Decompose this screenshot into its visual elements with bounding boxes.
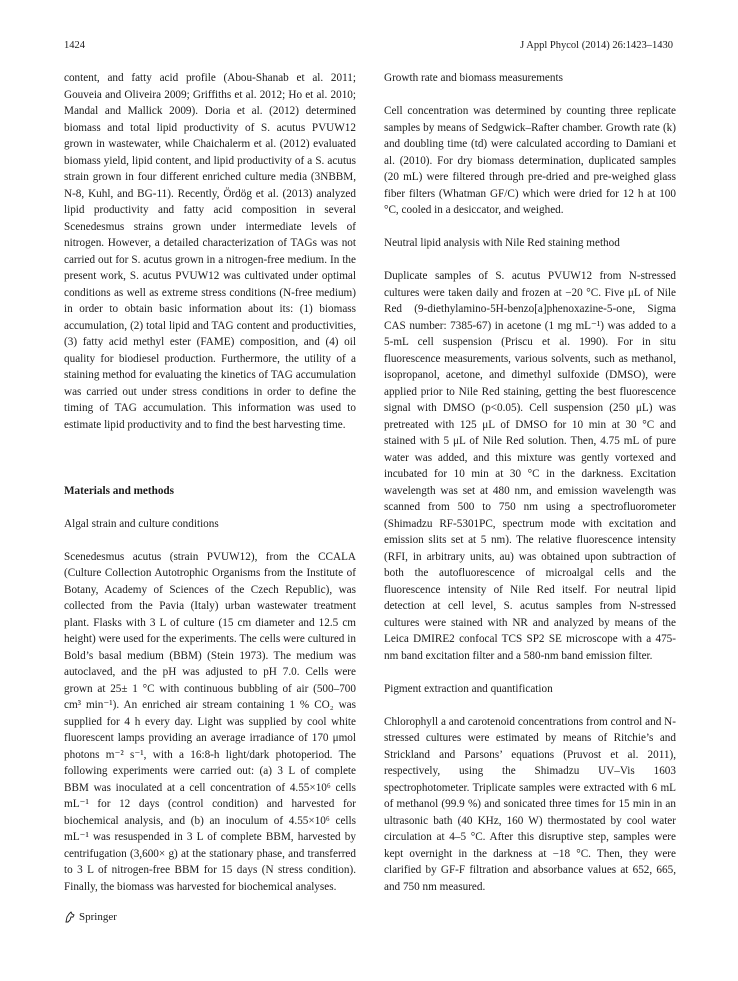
publisher-name: Springer [79,911,117,923]
left-column [64,70,356,895]
intro-paragraph: content, and fatty acid profile (Abou-Shanab et al. 2011; Gouveia and Oliveira 2009; Griffiths et al. 2012; Ho et al. 2010; Mandal and Mallick 2009). Doria et al. (2012) determined biomass and total lipid productivity of S. acutus PVUW12 grown in wastewater, while Chaichalerm et al. (2012) evaluated biomass yield, lipid content, and lipid productivity of a S. acutus strain grown in four different enriched culture media (3NBBM, N-8, Kuhl, and BG-11). Recently, Ördög et al. (2013) analyzed lipid productivity and fatty acid composition in several Scenedesmus strains grown under intermediate levels of nitrogen. However, a detailed characterization of TAGs was not carried out for S. acutus grown in a nitrogen-free medium. In the present work, S. acutus PVUW12 was cultivated under optimal conditions as well as extreme stress conditions (N-free medium) in order to obtain basic information about its: (1) biomass accumulation, (2) total lipid and TAG content and productivities, (3) fatty acid methyl ester (FAME) composition, and (4) oil quality for biodiesel production. Furthermore, the utility of a staining method for evaluating the kinetics of TAG accumulation was carried out under stress conditions in order to define the timing of TAG accumulation. This information was used to estimate lipid productivity and to find the best harvesting time. [64,72,356,431]
subheading-nile-red: Neutral lipid analysis with Nile Red staining method [384,237,620,249]
strain-paragraph: Scenedesmus acutus (strain PVUW12), from the CCALA (Culture Collection Autotrophic Organisms from the Institute of Botany, Academy of Sciences of the Czech Republic), was collected from the Pavia (Italy) urban wastewater treatment plant. Flasks with 3 L of culture (15 cm diameter and 12.5 cm height) were used for the experiments. The cells were cultured in Bold’s basal medium (BBM) (Stein 1973). The medium was autoclaved, and the pH was adjusted to pH 7.0. Cells were grown at 25± 1 °C with continuous bubbling of air (500–700 cm³ min⁻¹). An enriched air stream containing 1 % CO₂ was supplied for 4 h every day. Light was supplied by cool white fluorescent lamps providing an average irradiance of 170 μmol photons m⁻² s⁻¹, with a 16:8-h light/dark photoperiod. The following experiments were carried out: (a) 3 L of complete BBM was inoculated at a cell concentration of 4.55×10⁶ cells mL⁻¹ for 12 days (control condition) and harvested for biochemical analysis, and (b) an inoculum of 4.55×10⁶ cells mL⁻¹ was resuspended in 3 L of complete BBM, harvested by centrifugation (3,600× g) at the stationary phase, and transferred to 3 L of nitrogen-free BBM for 15 days (N stress condition). Finally, the biomass was harvested for biochemical analyses. [64,550,356,893]
subheading-pigment: Pigment extraction and quantification [384,682,553,695]
right-column [384,70,676,895]
springer-horse-icon [64,911,76,923]
growth-paragraph: Cell concentration was determined by counting three replicate samples by means of Sedgwick–Rafter chamber. Growth rate (k) and doubling time (td) were calculated according to Damiani et al. (2010). For dry biomass determination, duplicated samples (20 mL) were filtered through pre-dried and pre-weighed glass fiber filters (Whatman GF/C) which were dried for 12 h at 100 °C, cooled in a desiccator, and weighed. [384,105,676,216]
subheading-growth-rate: Growth rate and biomass measurements [384,72,563,84]
subheading-algal-strain: Algal strain and culture conditions [64,517,219,530]
pigment-paragraph: Chlorophyll a and carotenoid concentrations from control and N-stressed cultures were estimated by means of Ritchie’s and Strickland and Parsons’ equations (Pruvost et al. 2011), respectively, using the Shimadzu UV–Vis 1603 spectrophotometer. Triplicate samples were extracted with 6 mL of methanol (99.9 %) and sonicated three times for 15 min in an ultrasonic bath (40 KHz, 160 W) thermostated by cool water circulation at 4–5 °C. After this disruptive step, samples were kept overnight in the darkness at −18 °C. Then, they were clarified by GF-F filtration and absorbance values at 652, 665, and 750 nm measured. [384,715,676,893]
section-heading-methods: Materials and methods [64,484,175,497]
journal-citation: J Appl Phycol (2014) 26:1423–1430 [520,40,673,51]
nile-red-paragraph: Duplicate samples of S. acutus PVUW12 from N-stressed cultures were taken daily and frozen at −20 °C. Five μL of Nile Red (9-diethylamino-5H-benzo[a]phenoxazine-5-one, Sigma CAS number: 7385-67) in acetone (1 mg mL⁻¹) was added to a 5-mL cell suspension (Priscu et al. 1990). For in situ fluorescence measurements, various solvents, such as methanol, isopropanol, acetone, and dimethyl sulfoxide (DMSO), were applied prior to Nile Red staining, getting the best fluorescence signal with DMSO (p<0.05). Cell suspension (250 μL) was pretreated with 125 μL of DMSO for 10 min at 30 °C and stained with 5 μL of Nile Red solution. Then, 4.75 mL of pure water was added, and this mixture was gently vortexed and incubated for 10 min at 30 °C in the darkness. Excitation wavelength was set at 480 nm, and emission wavelength was scanned from 500 to 750 nm using a spectrofluorometer (Shimadzu RF-5301PC, spectrum mode with excitation and emission slits set at 5 nm). The relative fluorescence intensity (RFI, in arbitrary units, au) was obtained upon subtraction of both the autofluorescence of microalgal cells and the fluorescence intensity of Nile Red itself. For neutral lipid detection at cell level, S. acutus samples from N-stressed cultures were stained with NR and analyzed by means of the Leica DMIRE2 confocal TCS SP2 SE microscope with a 475-nm band excitation filter and a 580-nm band emission filter. [384,270,676,662]
footer [64,911,117,923]
page-number: 1424 [64,40,85,51]
